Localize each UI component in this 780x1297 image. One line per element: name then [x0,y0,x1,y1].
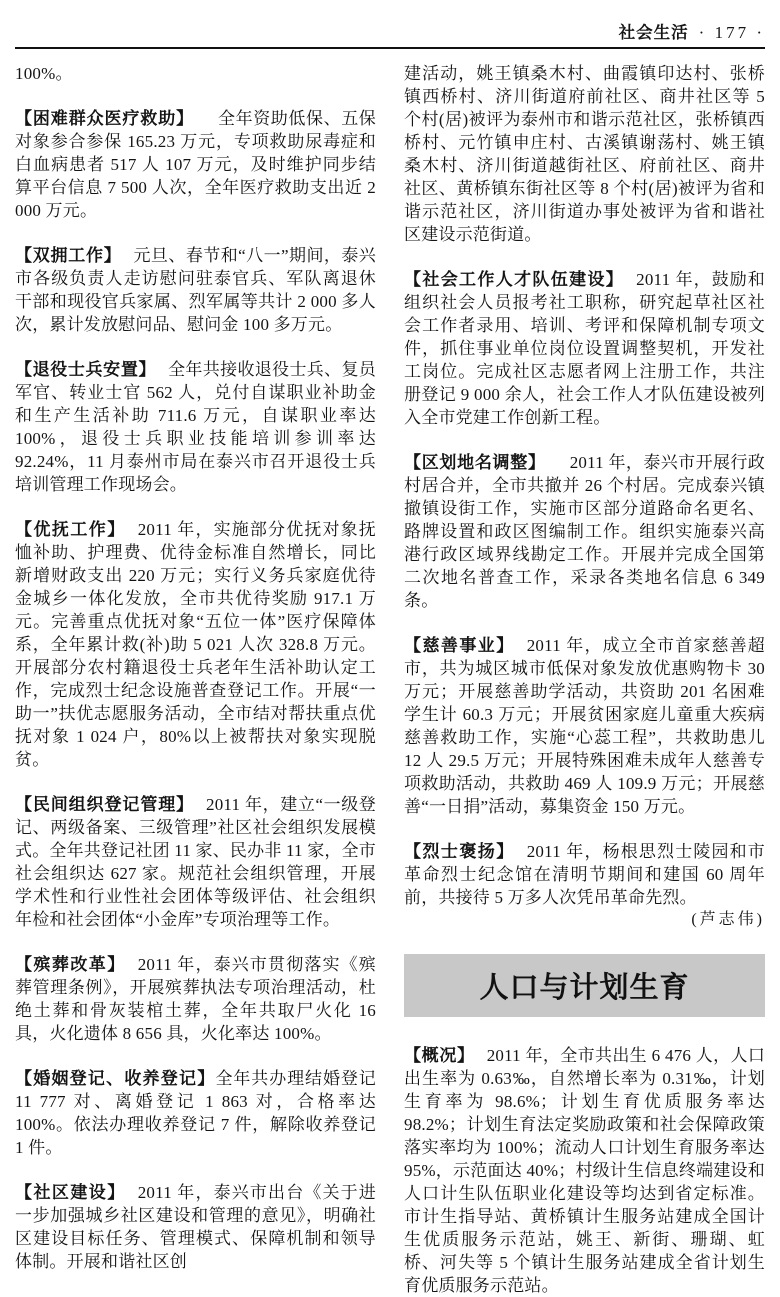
entry-title: 【烈士褒扬】 [404,842,515,861]
entry-title: 【困难群众医疗救助】 [15,109,194,128]
right-column [404,62,765,1297]
entry-preferential-care [15,518,376,771]
section-title: 社会生活 [618,24,689,42]
entry-text: 2011 年，全市共出生 6 476 人，人口出生率为 0.63‰，自然增长率为 0.31‰，计划生育率为 98.6%；计划生育优质服务率达 98.2%；计划生育法定奖励政策和社会保障政策落实率均为 100%；流动人口计划生育服务率达 95%，示范面达 40%；村级计生信息终端建设和人口计生队伍职业化建设等均达到省定标准。市计生指导站、黄桥镇计生服务站建成全国计生优质服务示范站，姚王、新街、珊瑚、虹桥、河失等 5 个镇计生服务站建成全省计划生育优质服务示范站。 [404,1046,766,1295]
chapter-banner-title: 人口与计划生育 [479,972,690,1004]
entry-zoning-and-place-names [404,451,765,612]
entry-title: 【概况】 [404,1046,475,1065]
entry-text: 2011 年，实施部分优抚对象抚恤补助、护理费、优待金标准自然增长，同比新增财政支出 220 万元；实行义务兵家庭优待金城乡一体化发放，全市共优待奖励 917.1 万元。完善重点优抚对象“五位一体”医疗保障体系，全年累计救(补)助 5 021 人次 328.8 万元。开展部分农村籍退役士兵老年生活补助认定工作，完成烈士纪念设施普查登记工作。开展“一助一”扶优志愿服务活动，全市结对帮扶重点优抚对象 1 024 户，80%以上被帮扶对象实现脱贫。 [15,520,377,769]
page-number: · 177 · [698,23,765,42]
entry-text: 2011 年，鼓励和组织社会人员报考社工职称，研究起草社区社会工作者录用、培训、考评和保障机制专项文件，抓住事业单位岗位设置调整契机，开发社工岗位。完成社区志愿者网上注册工作，共注册登记 9 000 余人，社会工作人才队伍建设被列入全市党建工作创新工程。 [404,270,766,427]
entry-title: 【社区建设】 [15,1183,126,1202]
entry-text: 全年共接收退役士兵、复员军官、转业士官 562 人，兑付自谋职业补助金和生产生活补助 711.6 万元，自谋职业率达 100%，退役士兵职业技能培训参训率达 92.24%，11 月泰州市局在泰兴市召开退役士兵培训管理工作现场会。 [15,360,376,494]
entry-text: 2011 年，建立“一级登记、两级备案、三级管理”社区社会组织发展模式。全年共登记社团 11 家、民办非 11 家，全市社会组织达 627 家。规范社会组织管理，开展学术性和行业性社会团体等级评估、社会组织年检和社会团体“小金库”专项治理等工作。 [15,795,377,929]
entry-text: 元旦、春节和“八一”期间，泰兴市各级负责人走访慰问驻泰官兵、军队离退休干部和现役官兵家属、烈军属等共计 2 000 多人次，累计发放慰问品、慰问金 100 多万元。 [15,246,377,334]
entry-title: 【慈善事业】 [404,636,515,655]
entry-medical-assistance [15,107,376,222]
entry-title: 【殡葬改革】 [15,955,126,974]
entry-charity [404,634,765,818]
entry-shuangyong-work [15,244,376,336]
continuation-paragraph: 建活动，姚王镇桑木村、曲霞镇印达村、张桥镇西桥村、济川街道府前社区、商井社区等 5 个村(居)被评为泰州市和谐示范社区，张桥镇西桥村、元竹镇申庄村、古溪镇谢荡村、姚王镇桑木村、济川街道越街社区、府前社区、商井社区、黄桥镇东街社区等 8 个村(居)被评为省和谐示范社区，济川街道办事处被评为省和谐社区建设示范街道。 [404,64,765,244]
entry-text: 全年资助低保、五保对象参合参保 165.23 万元，专项救助尿毒症和白血病患者 517 人 107 万元，及时维护同步结算平台信息 7 500 人次，全年医疗救助支出近 2 000 万元。 [15,109,376,220]
entry-title: 【退役士兵安置】 [15,360,157,379]
entry-martyr-commendation [404,840,765,909]
continuation-paragraph: 100%。 [15,64,73,83]
author-attribution: (芦志伟) [691,911,765,928]
entry-social-work-talent [404,268,765,429]
entry-title: 【优抚工作】 [15,520,126,539]
entry-veteran-resettlement [15,358,376,496]
chapter-banner [404,954,765,1017]
entry-text: 2011 年，成立全市首家慈善超市，共为城区城市低保对象发放优惠购物卡 30 万元；开展慈善助学活动，共资助 201 名困难学生计 60.3 万元；开展贫困家庭儿童重大疾病慈善救助工作，实施“心蕊工程”，共救助患儿 12 人 29.5 万元；开展特殊困难未成年人慈善专项救助活动，共救助 469 人 109.9 万元；开展慈善“一日捐”活动，募集资金 150 万元。 [404,636,766,816]
left-column [15,62,376,1297]
entry-text: 2011 年，泰兴市贯彻落实《殡葬管理条例》，开展殡葬执法专项治理活动，杜绝土葬和骨灰装棺土葬，全年共取尸火化 16 具，火化遗体 8 656 具，火化率达 100%。 [15,955,377,1043]
page-header [15,0,765,49]
entry-title: 【双拥工作】 [15,246,122,265]
entry-overview [404,1044,765,1297]
entry-text: 2011 年，杨根思烈士陵园和市革命烈士纪念馆在清明节期间和建国 60 周年前，共接待 5 万多人次凭吊革命先烈。 [404,842,766,907]
entry-title: 【民间组织登记管理】 [15,795,195,814]
entry-text: 2011 年，泰兴市开展行政村居合并，全市共撤并 26 个村居。完成泰兴镇撤镇设街工作，实施市区部分道路命名更名、路牌设置和政区图编制工作。组织实施泰兴高港行政区域界线勘定工作。开展并完成全国第二次地名普查工作，采录各类地名信息 6 349 条。 [404,453,766,610]
two-column-layout [15,62,765,1297]
entry-text: 2011 年，泰兴市出台《关于进一步加强城乡社区建设和管理的意见》，明确社区建设目标任务、管理模式、保障机制和领导体制。开展和谐社区创 [15,1183,377,1271]
entry-title: 【社会工作人才队伍建设】 [404,270,625,289]
entry-title: 【婚姻登记、收养登记】 [15,1069,216,1088]
entry-ngo-registration [15,793,376,931]
entry-funeral-reform [15,953,376,1045]
entry-marriage-adoption-registration [15,1067,376,1159]
entry-title: 【区划地名调整】 [404,453,546,472]
entry-text: 全年共办理结婚登记 11 777 对、离婚登记 1 863 对，合格率达 100%。依法办理收养登记 7 件，解除收养登记 1 件。 [15,1069,377,1157]
entry-community-building [15,1181,376,1273]
